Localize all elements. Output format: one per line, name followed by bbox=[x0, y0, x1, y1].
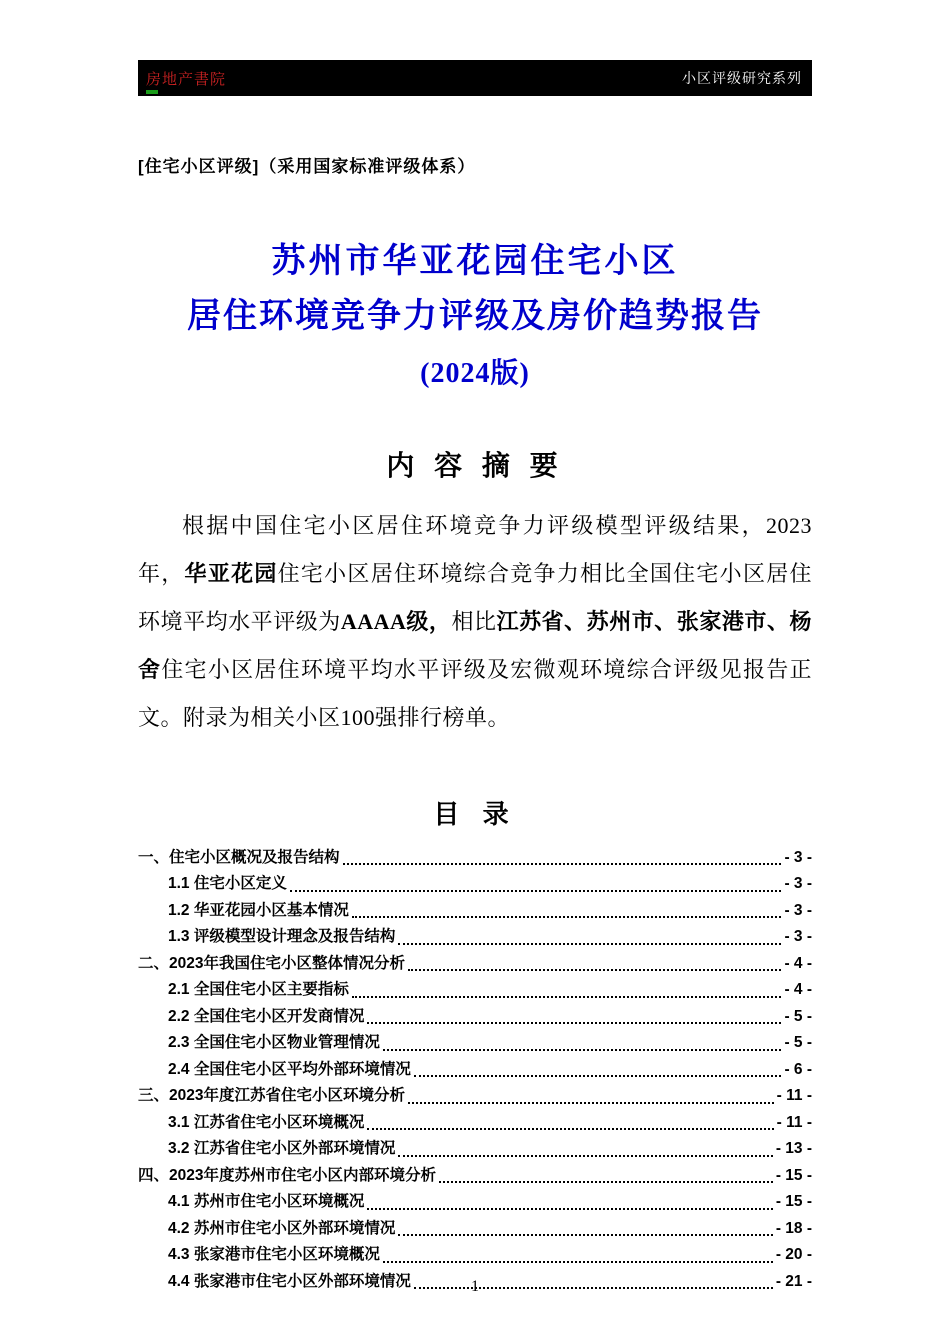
header-brand: 房地产書院 bbox=[146, 70, 227, 88]
report-title-edition: (2024版) bbox=[420, 358, 530, 390]
toc-entry-label: 2.2 全国住宅小区开发商情况 bbox=[168, 1007, 365, 1025]
report-title-line1: 苏州市华亚花园住宅小区 bbox=[271, 243, 679, 280]
toc-dotted-leader bbox=[290, 890, 782, 892]
toc-entry[interactable] bbox=[138, 1216, 812, 1243]
toc-entry-label: 二、2023年我国住宅小区整体情况分析 bbox=[138, 954, 405, 972]
toc-entry[interactable] bbox=[138, 871, 812, 898]
toc-entry-label: 3.1 江苏省住宅小区环境概况 bbox=[168, 1113, 365, 1131]
toc-entry-page: - 3 - bbox=[784, 928, 812, 946]
abstract-text: 住宅小区居住环境平均水平评级及宏微观环境综合评级见报告正文。附录为相关小区100强排行榜单。 bbox=[138, 656, 812, 730]
toc-entry-label: 4.3 张家港市住宅小区环境概况 bbox=[168, 1246, 380, 1264]
toc-entry-page: - 4 - bbox=[784, 954, 812, 972]
toc-list bbox=[138, 845, 812, 1296]
toc-entry-label: 一、住宅小区概况及报告结构 bbox=[138, 848, 340, 866]
toc-entry-page: - 6 - bbox=[784, 1060, 812, 1078]
toc-entry-page: - 15 - bbox=[775, 1166, 812, 1184]
toc-entry[interactable] bbox=[138, 924, 812, 951]
toc-entry-label: 4.2 苏州市住宅小区外部环境情况 bbox=[168, 1219, 396, 1237]
abstract-bold-text: 江苏省、苏州市、张家港市、杨舍 bbox=[138, 608, 812, 682]
toc-entry[interactable] bbox=[138, 1242, 812, 1269]
report-title-line2: 居住环境竞争力评级及房价趋势报告 bbox=[187, 297, 763, 335]
toc-entry[interactable] bbox=[138, 845, 812, 872]
toc-dotted-leader bbox=[383, 1049, 782, 1051]
toc-entry-page: - 11 - bbox=[776, 1113, 812, 1131]
toc-entry[interactable] bbox=[138, 1057, 812, 1084]
toc-entry-page: - 3 - bbox=[784, 875, 812, 893]
abstract-paragraph bbox=[138, 502, 812, 742]
header-bar bbox=[138, 60, 812, 96]
abstract-text: 根据中国住宅小区居住环境竞争力评级模型评级结果，2023年， bbox=[138, 512, 812, 586]
header-series-label: 小区评级研究系列 bbox=[682, 70, 802, 86]
toc-dotted-leader bbox=[439, 1181, 773, 1183]
toc-entry[interactable] bbox=[138, 1163, 812, 1190]
toc-entry-label: 4.1 苏州市住宅小区环境概况 bbox=[168, 1193, 365, 1211]
toc-entry-page: - 18 - bbox=[775, 1219, 812, 1237]
toc-entry[interactable] bbox=[138, 1110, 812, 1137]
abstract-text: 相比 bbox=[451, 608, 497, 634]
toc-dotted-leader bbox=[352, 916, 782, 918]
toc-dotted-leader bbox=[398, 1155, 772, 1157]
toc-entry-page: - 4 - bbox=[784, 981, 812, 999]
toc-entry[interactable] bbox=[138, 1189, 812, 1216]
toc-entry-label: 2.4 全国住宅小区平均外部环境情况 bbox=[168, 1060, 411, 1078]
page-number: 1 bbox=[471, 1278, 479, 1295]
toc-entry-label: 3.2 江苏省住宅小区外部环境情况 bbox=[168, 1140, 396, 1158]
toc-entry[interactable] bbox=[138, 1083, 812, 1110]
toc-dotted-leader bbox=[408, 1102, 774, 1104]
toc-entry-label: 1.3 评级模型设计理念及报告结构 bbox=[168, 928, 396, 946]
toc-dotted-leader bbox=[367, 1128, 773, 1130]
toc-dotted-leader bbox=[367, 1208, 772, 1210]
toc-entry[interactable] bbox=[138, 1136, 812, 1163]
toc-entry-label: 1.2 华亚花园小区基本情况 bbox=[168, 901, 349, 919]
rating-system-subtitle: [住宅小区评级]（采用国家标准评级体系） bbox=[138, 157, 476, 176]
toc-dotted-leader bbox=[398, 1234, 772, 1236]
toc-entry-page: - 15 - bbox=[775, 1193, 812, 1211]
toc-entry-label: 四、2023年度苏州市住宅小区内部环境分析 bbox=[138, 1166, 436, 1184]
toc-dotted-leader bbox=[367, 1022, 781, 1024]
toc-entry-page: - 20 - bbox=[775, 1246, 812, 1264]
abstract-heading: 内 容 摘 要 bbox=[386, 449, 564, 481]
toc-dotted-leader bbox=[408, 969, 781, 971]
toc-dotted-leader bbox=[352, 996, 782, 998]
toc-entry[interactable] bbox=[138, 1030, 812, 1057]
toc-entry-label: 三、2023年度江苏省住宅小区环境分析 bbox=[138, 1087, 405, 1105]
toc-entry-label: 2.1 全国住宅小区主要指标 bbox=[168, 981, 349, 999]
report-title bbox=[138, 239, 812, 400]
toc-dotted-leader bbox=[414, 1075, 782, 1077]
toc-entry[interactable] bbox=[138, 898, 812, 925]
toc-entry[interactable] bbox=[138, 977, 812, 1004]
toc-dotted-leader bbox=[343, 863, 782, 865]
header-green-accent bbox=[146, 90, 158, 94]
toc-entry-page: - 21 - bbox=[775, 1272, 812, 1290]
abstract-bold-text: AAAA级， bbox=[340, 608, 452, 634]
toc-dotted-leader bbox=[383, 1261, 773, 1263]
toc-entry-label: 4.4 张家港市住宅小区外部环境情况 bbox=[168, 1272, 411, 1290]
toc-entry-page: - 5 - bbox=[784, 1034, 812, 1052]
toc-entry-label: 1.1 住宅小区定义 bbox=[168, 875, 287, 893]
toc-entry[interactable] bbox=[138, 951, 812, 978]
toc-entry-page: - 3 - bbox=[784, 848, 812, 866]
toc-entry-page: - 3 - bbox=[784, 901, 812, 919]
toc-entry-label: 2.3 全国住宅小区物业管理情况 bbox=[168, 1034, 380, 1052]
toc-entry[interactable] bbox=[138, 1004, 812, 1031]
abstract-bold-text: 华亚花园 bbox=[184, 560, 278, 586]
toc-entry-page: - 11 - bbox=[776, 1087, 812, 1105]
toc-heading: 目 录 bbox=[433, 798, 517, 829]
toc-entry-page: - 13 - bbox=[775, 1140, 812, 1158]
abstract-text: 住宅小区居住环境综合竞争力相比全国住宅小区居住环境平均水平评级为 bbox=[138, 560, 812, 634]
toc-entry-page: - 5 - bbox=[784, 1007, 812, 1025]
toc-dotted-leader bbox=[398, 943, 781, 945]
